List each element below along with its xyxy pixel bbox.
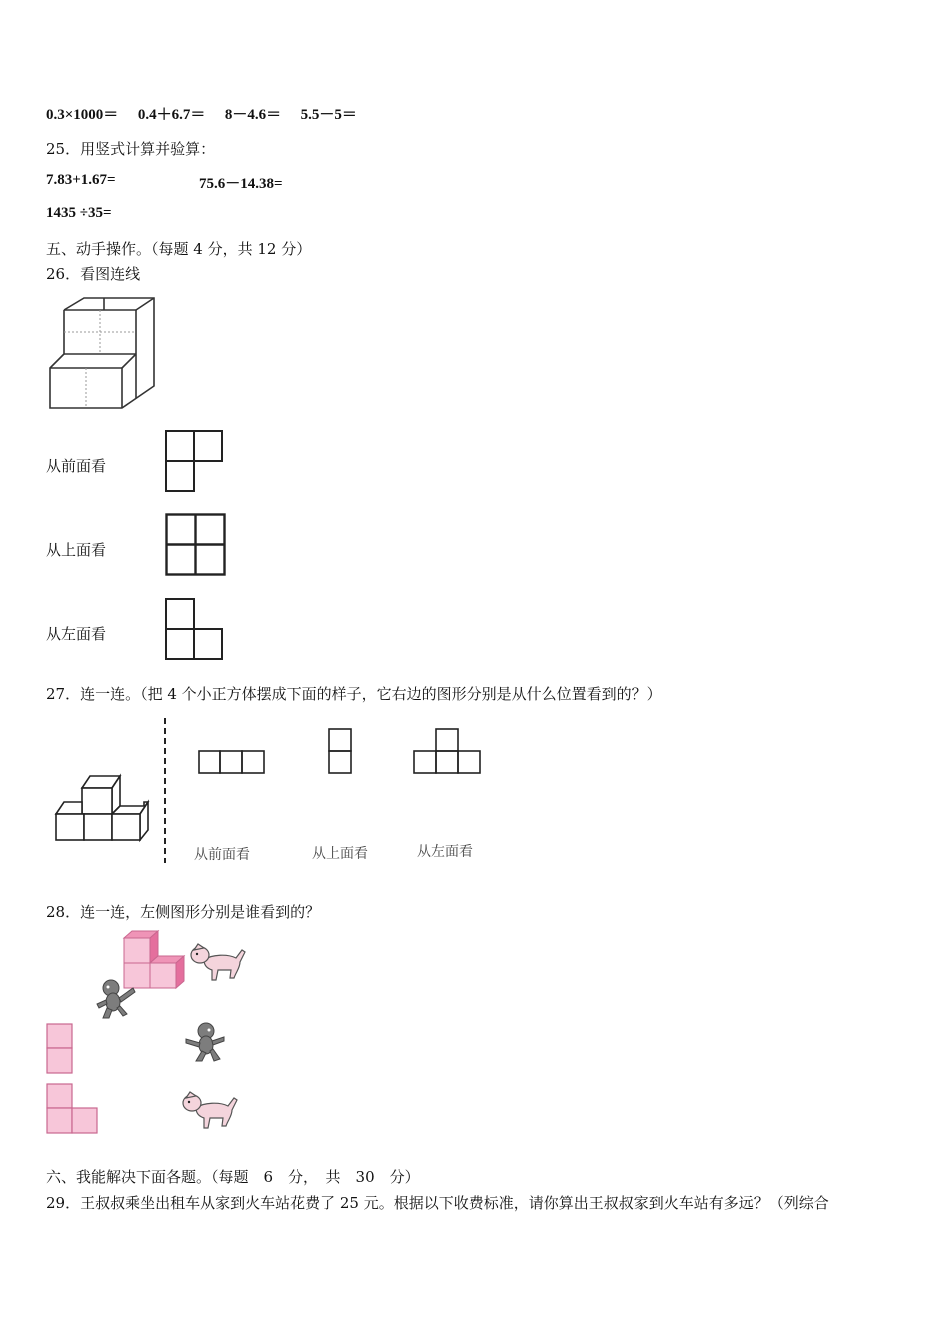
dashed-divider — [163, 718, 167, 863]
q27-caption-left: 从左面看 — [417, 844, 473, 860]
vertical-calc-expr: 7.83+1.67= — [46, 172, 116, 188]
q28-view-two-stacked — [46, 1023, 73, 1074]
q27-caption-top: 从上面看 — [312, 846, 368, 862]
section-6-heading: 六、我能解决下面各题。（每题 6 分， 共 30 分） — [46, 1168, 420, 1186]
q27-view-two-stacked — [328, 728, 353, 774]
view-label-front: 从前面看 — [46, 457, 107, 475]
view-label-left: 从左面看 — [46, 625, 107, 643]
q28-view-l-shape — [46, 1083, 98, 1134]
vertical-calc-expr: 75.6－14.38= — [199, 176, 283, 192]
monkey-icon — [95, 978, 141, 1020]
view-label-top: 从上面看 — [46, 541, 107, 559]
q26-cube-figure — [46, 296, 158, 412]
dog-icon — [190, 942, 248, 984]
q27-cube-stack — [52, 772, 150, 844]
q26-title: 26．看图连线 — [46, 265, 141, 283]
q27-view-t-shape — [413, 728, 481, 774]
top-view-grid — [165, 513, 226, 576]
q28-title: 28．连一连，左侧图形分别是谁看到的？ — [46, 903, 321, 921]
q27-caption-front: 从前面看 — [194, 847, 250, 863]
oral-calc-row — [46, 103, 357, 124]
front-view-grid — [165, 430, 223, 492]
vertical-calc-expr: 1435 ÷35= — [46, 205, 112, 221]
oral-calc-item: 0.3×1000＝ — [46, 107, 119, 123]
oral-calc-item: 0.4＋6.7＝ — [137, 107, 206, 123]
q25-title: 25．用竖式计算并验算： — [46, 140, 216, 158]
oral-calc-item: 8－4.6＝ — [224, 107, 282, 123]
monkey-icon — [182, 1021, 228, 1063]
q27-view-three-squares — [198, 750, 265, 774]
section-5-heading: 五、动手操作。（每题 4 分，共 12 分） — [46, 240, 312, 258]
q27-title: 27．连一连。（把 4 个小正方体摆成下面的样子，它右边的图形分别是从什么位置看到的？） — [46, 685, 662, 703]
q29-title: 29．王叔叔乘坐出租车从家到火车站花费了 25 元。根据以下收费标准，请你算出王叔叔家到火车站有多远？（列综合 — [46, 1194, 829, 1212]
oral-calc-item: 5.5－5＝ — [300, 107, 357, 123]
left-view-grid — [165, 598, 223, 661]
dog-icon — [182, 1090, 240, 1132]
